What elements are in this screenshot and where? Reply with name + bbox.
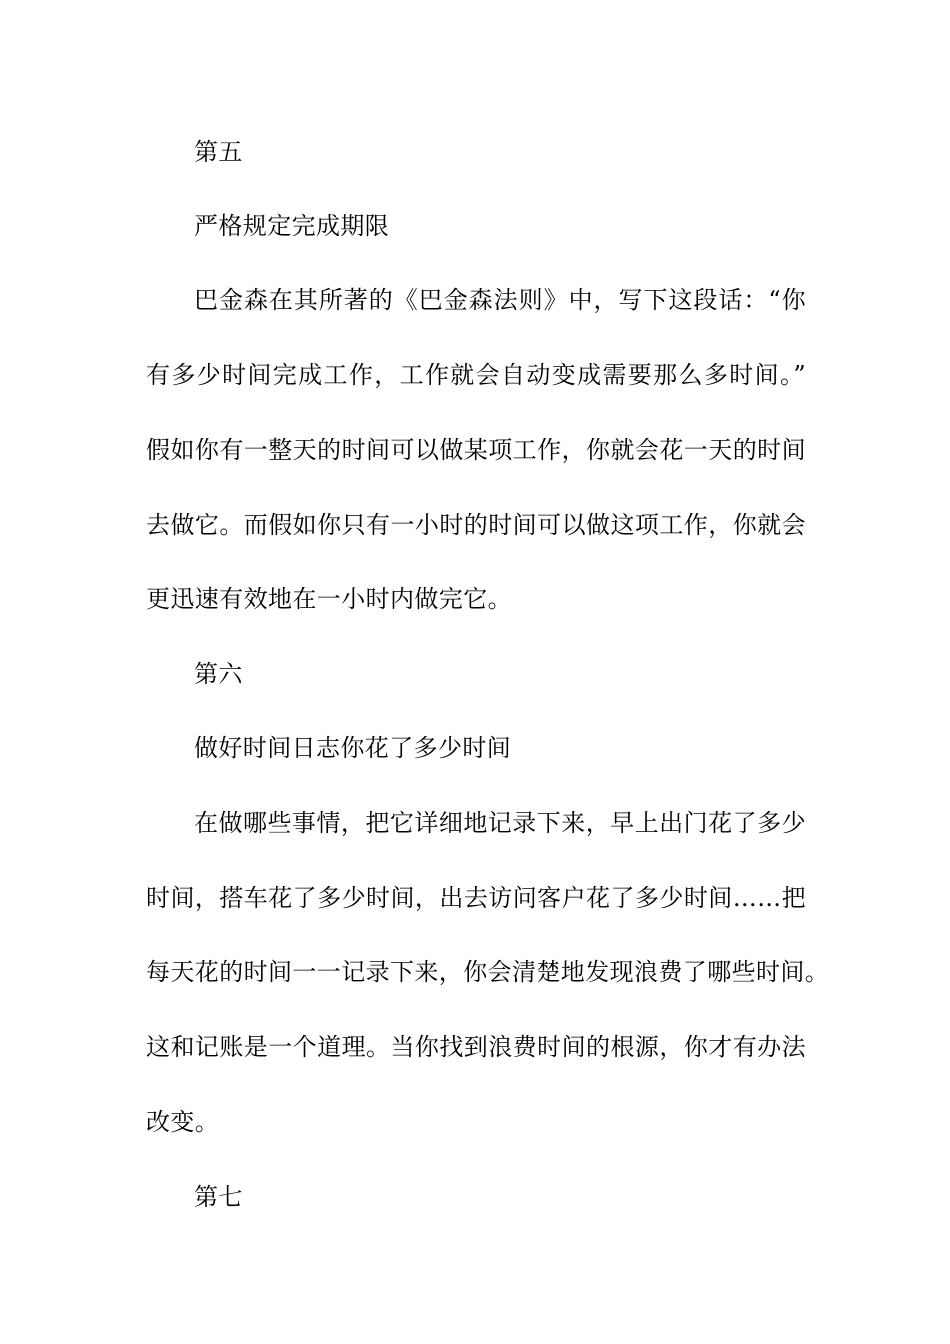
paragraph-line: 每天花的时间一一记录下来，你会清楚地发现浪费了哪些时间。 <box>146 958 830 986</box>
paragraph-line: 去做它。而假如你只有一小时的时间可以做这项工作，你就会 <box>146 511 806 539</box>
section-heading-5: 第五 <box>194 138 243 166</box>
paragraph-line: 巴金森在其所著的《巴金森法则》中，写下这段话：“你 <box>194 286 806 314</box>
paragraph-line: 这和记账是一个道理。当你找到浪费时间的根源，你才有办法 <box>146 1033 806 1061</box>
section-heading-7: 第七 <box>194 1183 243 1211</box>
section-title-5: 严格规定完成期限 <box>194 212 390 240</box>
paragraph-line: 改变。 <box>146 1108 220 1136</box>
section-title-6: 做好时间日志你花了多少时间 <box>194 734 512 762</box>
paragraph-line: 更迅速有效地在一小时内做完它。 <box>146 585 512 613</box>
section-heading-6: 第六 <box>194 660 243 688</box>
paragraph-line: 时间，搭车花了多少时间，出去访问客户花了多少时间……把 <box>146 884 806 912</box>
paragraph-line: 有多少时间完成工作，工作就会自动变成需要那么多时间。” <box>146 361 806 389</box>
paragraph-line: 假如你有一整天的时间可以做某项工作，你就会花一天的时间 <box>146 436 806 464</box>
paragraph-line: 在做哪些事情，把它详细地记录下来，早上出门花了多少 <box>194 809 806 837</box>
